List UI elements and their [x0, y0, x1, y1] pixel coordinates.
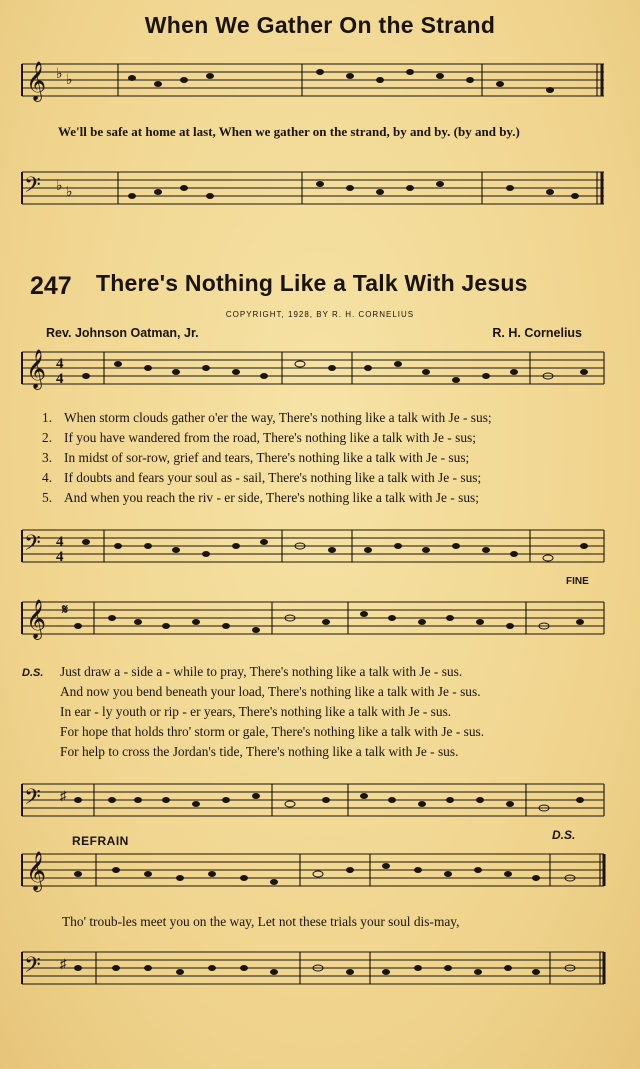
composer: R. H. Cornelius [492, 326, 582, 340]
svg-text:𝄞: 𝄞 [26, 63, 47, 100]
svg-text:𝄢: 𝄢 [24, 953, 41, 982]
system-1-bass-staff [0, 526, 640, 571]
ds-marker: D.S. [22, 667, 44, 679]
svg-text:4: 4 [56, 549, 64, 565]
svg-text:𝄞: 𝄞 [26, 351, 47, 388]
svg-text:4: 4 [56, 534, 64, 550]
system-2-bass-staff [0, 780, 640, 825]
refrain-lyric-line: Tho' troub-les meet you on the way, Let not these trials your soul dis-may, [62, 914, 460, 929]
verse-line-2b: And now you bend beneath your load, There's nothing like a talk with Je - sus. [60, 684, 481, 699]
svg-text:𝄞: 𝄞 [26, 601, 47, 638]
refrain-ds-marker: D.S. [552, 828, 576, 842]
verse-line-5a: 5. And when you reach the riv - er side, There's nothing like a talk with Je - sus; [42, 490, 479, 505]
system-2-treble-staff [0, 598, 640, 643]
verse-line-4a: 4. If doubts and fears your soul as - sail, There's nothing like a talk with Je - sus; [42, 470, 482, 485]
refrain-bass-staff [0, 948, 640, 993]
svg-text:♯: ♯ [60, 956, 67, 971]
verse-line-3b: In ear - ly youth or rip - er years, There's nothing like a talk with Je - sus. [60, 704, 452, 719]
svg-text:♭: ♭ [56, 179, 63, 194]
hymn-number: 247 [30, 272, 72, 300]
svg-text:4: 4 [56, 371, 64, 387]
svg-text:4: 4 [56, 356, 64, 372]
svg-text:𝄋: 𝄋 [62, 603, 69, 618]
svg-text:♭: ♭ [66, 185, 73, 200]
svg-text:𝄢: 𝄢 [24, 173, 41, 202]
svg-text:𝄢: 𝄢 [24, 531, 41, 560]
verse-line-3a: 3. In midst of sor-row, grief and tears, There's nothing like a talk with Je - sus; [42, 450, 470, 465]
previous-hymn-title: When We Gather On the Strand [144, 12, 496, 38]
svg-text:𝄢: 𝄢 [24, 785, 41, 814]
refrain-treble-staff [0, 850, 640, 895]
svg-text:♭: ♭ [66, 73, 73, 88]
verse-line-1b: Just draw a - side a - while to pray, There's nothing like a talk with Je - sus. [60, 664, 463, 679]
previous-hymn-treble-staff [0, 60, 640, 105]
refrain-label: REFRAIN [72, 834, 129, 848]
previous-hymn-bass-staff [0, 168, 640, 213]
verse-line-2a: 2. If you have wandered from the road, There's nothing like a talk with Je - sus; [42, 430, 476, 445]
svg-text:♭: ♭ [56, 67, 63, 82]
verse-line-5b: For help to cross the Jordan's tide, There's nothing like a talk with Je - sus. [60, 744, 459, 759]
svg-text:𝄞: 𝄞 [26, 853, 47, 890]
copyright-notice: COPYRIGHT, 1928, BY R. H. CORNELIUS [225, 310, 415, 319]
lyricist: Rev. Johnson Oatman, Jr. [46, 326, 199, 340]
verse-line-1a: 1. When storm clouds gather o'er the way, There's nothing like a talk with Je - sus; [42, 410, 492, 425]
previous-hymn-lyric: We'll be safe at home at last, When we gather on the strand, by and by. (by and by.) [58, 124, 520, 139]
system-1-treble-staff [0, 348, 640, 393]
svg-text:♯: ♯ [60, 788, 67, 803]
hymn-title: There's Nothing Like a Talk With Jesus [96, 270, 528, 296]
verse-line-4b: For hope that holds thro' storm or gale, There's nothing like a talk with Je - sus. [60, 724, 485, 739]
fine-marker: FINE [566, 576, 589, 587]
